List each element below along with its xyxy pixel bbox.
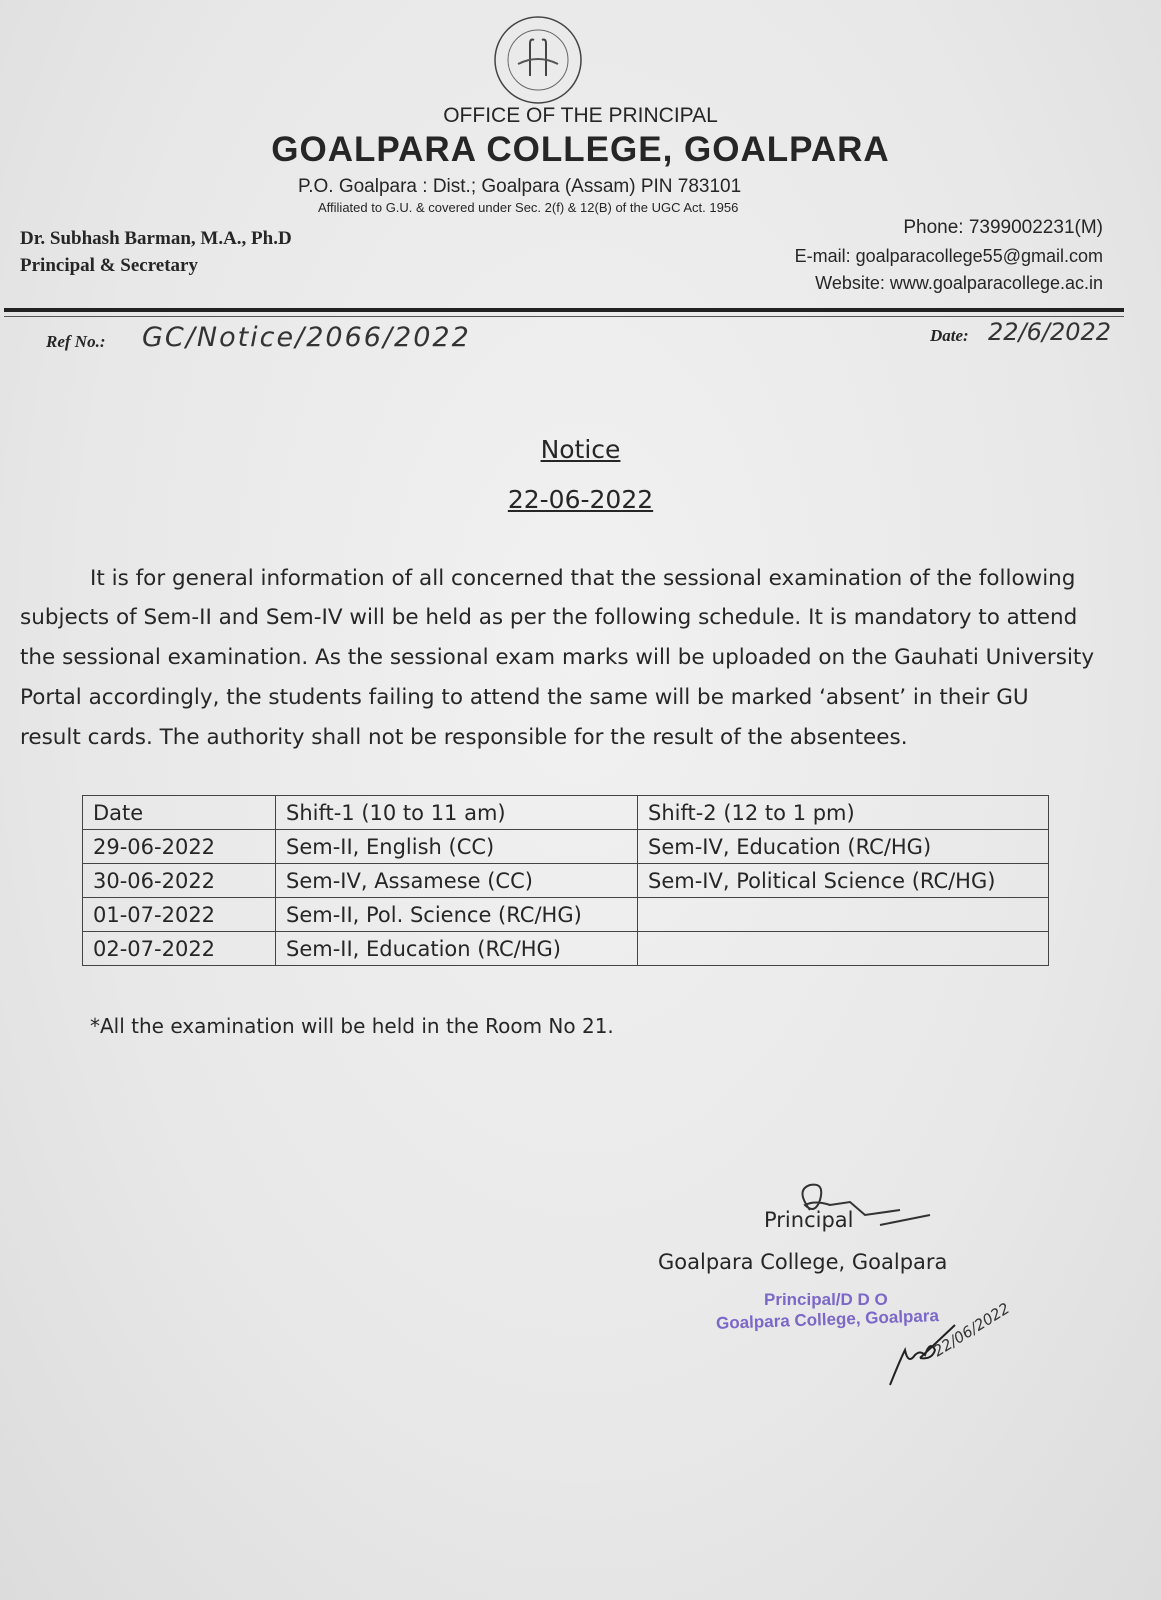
table-row [83, 864, 1049, 898]
date-label: Date: [930, 326, 969, 345]
email: E-mail: goalparacollege55@gmail.com [794, 246, 1103, 266]
cell-date: 01-07-2022 [83, 898, 276, 932]
header-shift-2: Shift-2 (12 to 1 pm) [638, 796, 1049, 830]
cell-date: 29-06-2022 [83, 830, 276, 864]
cell-date: 30-06-2022 [83, 864, 276, 898]
body-line: It is for general information of all concerned that the sessional examination of the following [90, 566, 1076, 591]
principal-name: Dr. Subhash Barman, M.A., Ph.D [20, 228, 292, 249]
cell-date: 02-07-2022 [83, 932, 276, 966]
notice-title: Notice [540, 435, 621, 464]
header-rule-thin [4, 316, 1124, 317]
body-line: Portal accordingly, the students failing to attend the same will be marked ‘absent’ in their GU [20, 685, 1029, 710]
ref-number: GC/Notice/2066/2022 [142, 322, 471, 353]
signature-org: Goalpara College, Goalpara [658, 1250, 948, 1274]
body-line: result cards. The authority shall not be responsible for the result of the absentees. [20, 725, 908, 750]
table-row [83, 898, 1049, 932]
header-shift-1: Shift-1 (10 to 11 am) [276, 796, 638, 830]
signature-title: Principal [764, 1208, 854, 1232]
stamp-sign-date: 22/06/2022 [930, 1299, 1013, 1361]
college-address: P.O. Goalpara : Dist.; Goalpara (Assam) PIN 783101 [298, 176, 742, 197]
cell-shift-2: Sem-IV, Political Science (RC/HG) [638, 864, 1049, 898]
body-line: the sessional examination. As the sessional exam marks will be uploaded on the Gauhati University [20, 645, 1095, 670]
header-date: Date [83, 796, 276, 830]
cell-shift-1: Sem-II, Pol. Science (RC/HG) [276, 898, 638, 932]
header-rule [4, 308, 1124, 312]
letter-date: 22/6/2022 [988, 318, 1112, 346]
body-line: subjects of Sem-II and Sem-IV will be held as per the following schedule. It is mandatory to attend [20, 605, 1078, 630]
cell-shift-1: Sem-II, English (CC) [276, 830, 638, 864]
cell-shift-2: Sem-IV, Education (RC/HG) [638, 830, 1049, 864]
stamp-line-2: Goalpara College, Goalpara [715, 1306, 940, 1333]
ddo-signature [880, 1320, 960, 1390]
phone: Phone: 7399002231(M) [903, 217, 1103, 238]
room-footnote: *All the examination will be held in the Room No 21. [90, 1014, 614, 1038]
cell-shift-2 [638, 898, 1049, 932]
office-heading: OFFICE OF THE PRINCIPAL [443, 104, 718, 127]
college-seal-logo [492, 14, 584, 106]
stamp-line-1: Principal/D D O [764, 1290, 888, 1309]
exam-schedule-table [82, 795, 1049, 966]
cell-shift-1: Sem-IV, Assamese (CC) [276, 864, 638, 898]
table-row [83, 932, 1049, 966]
cell-shift-1: Sem-II, Education (RC/HG) [276, 932, 638, 966]
ref-label: Ref No.: [46, 332, 106, 351]
cell-shift-2 [638, 932, 1049, 966]
affiliation: Affiliated to G.U. & covered under Sec. 2(f) & 12(B) of the UGC Act. 1956 [318, 200, 739, 215]
website: Website: www.goalparacollege.ac.in [815, 273, 1103, 293]
notice-date: 22-06-2022 [507, 485, 654, 514]
table-row [83, 830, 1049, 864]
principal-title: Principal & Secretary [20, 255, 198, 276]
table-header-row [83, 796, 1049, 830]
college-name: GOALPARA COLLEGE, GOALPARA [271, 130, 890, 169]
